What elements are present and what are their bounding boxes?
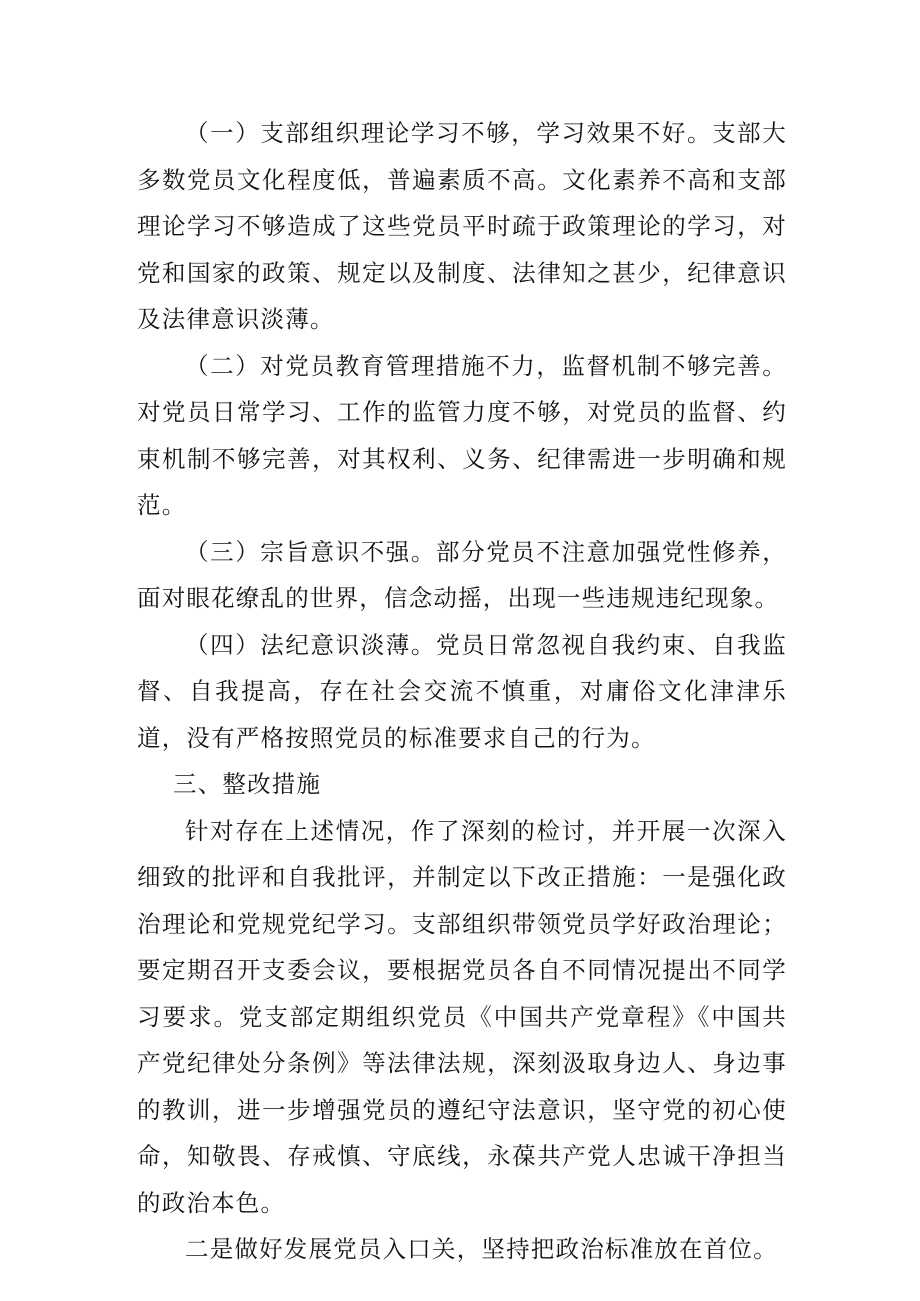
- paragraph-4: （四）法纪意识淡薄。党员日常忽视自我约束、自我监督、自我提高，存在社会交流不慎重，对庸俗文化津津乐道，没有严格按照党员的标准要求自己的行为。: [137, 630, 787, 752]
- paragraph-2: （二）对党员教育管理措施不力，监督机制不够完善。对党员日常学习、工作的监管力度不够，对党员的监督、约束机制不够完善，对其权利、义务、纪律需进一步明确和规范。: [137, 351, 787, 519]
- section-heading: 三、整改措施: [173, 770, 322, 798]
- document-body: [137, 110, 787, 1273]
- paragraph-1: （一）支部组织理论学习不够，学习效果不好。支部大多数党员文化程度低，普遍素质不高。文化素养不高和支部理论学习不够造成了这些党员平时疏于政策理论的学习，对党和国家的政策、规定以及制度、法律知之甚少，纪律意识及法律意识淡薄。: [137, 119, 787, 333]
- final-paragraph: 二是做好发展党员入口关，坚持把政治标准放在首位。: [185, 1235, 778, 1263]
- paragraph-3: （三）宗旨意识不强。部分党员不注意加强党性修养，面对眼花缭乱的世界，信念动摇，出现一些违规违纪现象。: [137, 537, 787, 612]
- measures-paragraph: 针对存在上述情况，作了深刻的检讨，并开展一次深入细致的批评和自我批评，并制定以下改正措施：一是强化政治理论和党规党纪学习。支部组织带领党员学好政治理论；要定期召开支委会议，要根据党员各自不同情况提出不同学习要求。党支部定期组织党员《中国共产党章程》《中国共产党纪律处分条例》等法律法规，深刻汲取身边人、身边事的教训，进一步增强党员的遵纪守法意识，坚守党的初心使命，知敬畏、存戒慎、守底线，永葆共产党人忠诚干净担当的政治本色。: [137, 816, 787, 1217]
